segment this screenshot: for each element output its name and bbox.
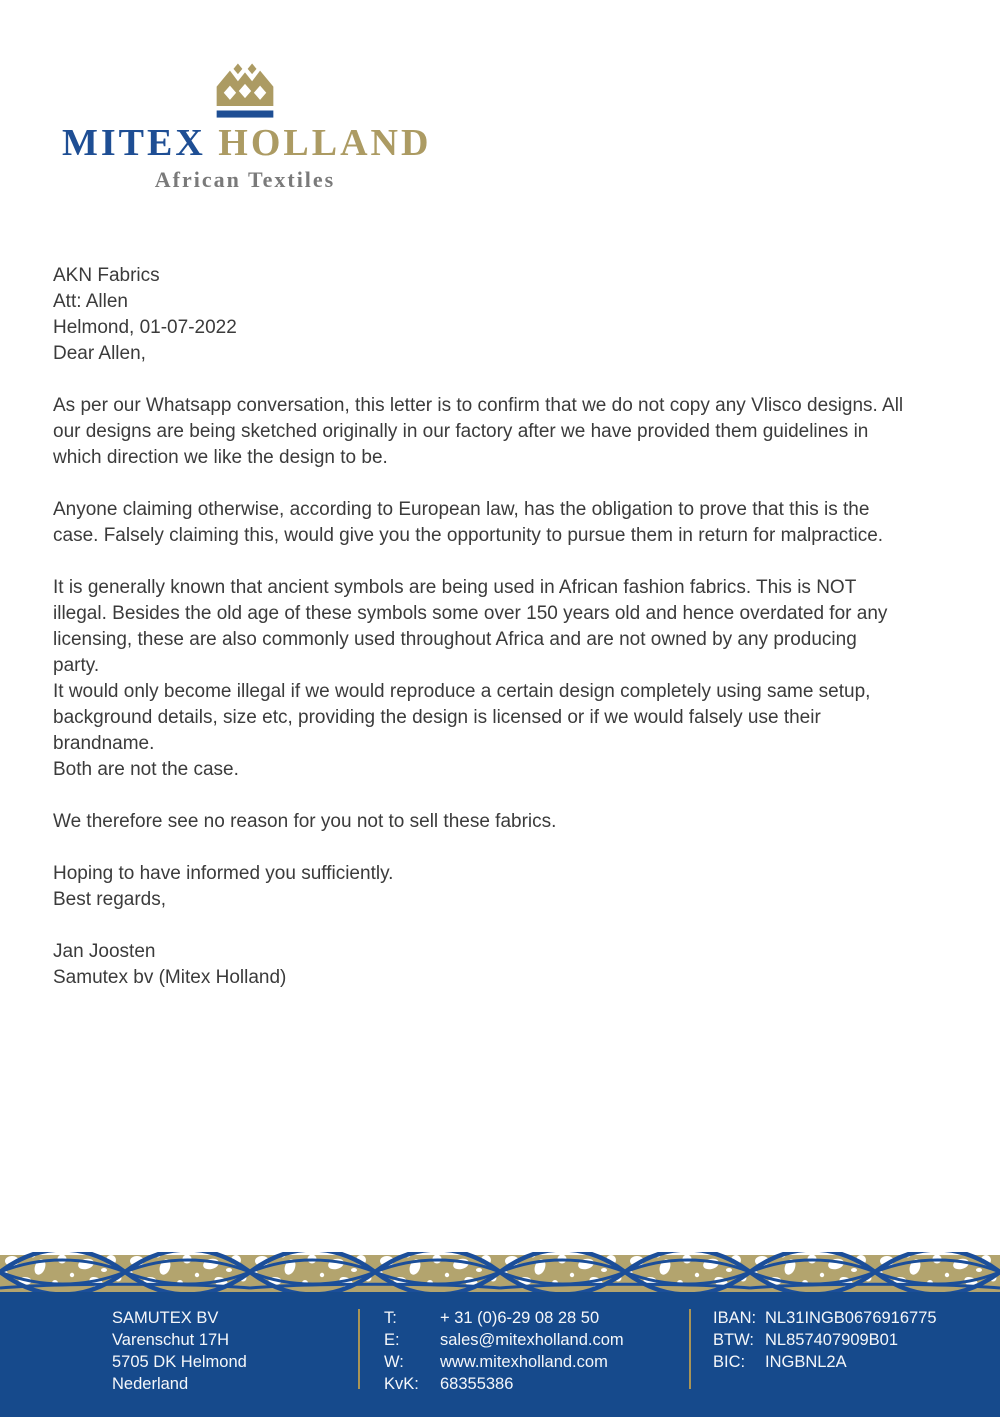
letter-body	[53, 263, 905, 991]
btw-label: BTW:	[713, 1331, 754, 1349]
iban-row	[713, 1307, 937, 1329]
email-label: E:	[384, 1331, 400, 1349]
footer-divider	[358, 1309, 360, 1389]
paragraph-text: Hoping to have informed you sufficiently.	[53, 862, 394, 884]
company-name: SAMUTEX BV	[112, 1309, 219, 1327]
signature-company: Samutex bv (Mitex Holland)	[53, 966, 287, 988]
recipient-block	[53, 263, 905, 315]
signature-block	[53, 939, 905, 991]
paragraph-2	[53, 497, 905, 549]
footer-contact	[384, 1307, 689, 1417]
website-row	[384, 1351, 689, 1373]
kvk-row	[384, 1373, 689, 1395]
paragraph-text: We therefore see no reason for you not to sell these fabrics.	[53, 810, 557, 832]
btw-row	[713, 1329, 937, 1351]
paragraph-1	[53, 393, 905, 471]
postal-city: 5705 DK Helmond	[112, 1353, 247, 1371]
phone-number: + 31 (0)6-29 08 28 50	[440, 1309, 600, 1327]
salutation: Dear Allen,	[53, 342, 146, 364]
closing: Best regards,	[53, 888, 166, 910]
brand-name	[62, 122, 432, 164]
bic-row	[713, 1351, 937, 1373]
footer-divider	[689, 1309, 691, 1389]
btw-number: NL857407909B01	[765, 1331, 899, 1349]
decorative-batik-band	[0, 1252, 1000, 1292]
bic-label: BIC:	[713, 1353, 746, 1371]
company-logo	[62, 0, 432, 193]
kvk-label: KvK:	[384, 1375, 419, 1393]
recipient-attention: Att: Allen	[53, 290, 128, 312]
footer-address	[112, 1307, 358, 1417]
paragraph-text: As per our Whatsapp conversation, this letter is to confirm that we do not copy any Vlisco designs. All our designs are being sketched originally in our factory after we have provided them guidelines in which direction we like the design to be.	[53, 394, 904, 468]
footer-bank-details	[713, 1307, 937, 1417]
paragraph-text: Anyone claiming otherwise, according to European law, has the obligation to prove that this is the case. Falsely claiming this, would give you the opportunity to pursue them in return for malpractice.	[53, 498, 884, 546]
paragraph-text: Both are not the case.	[53, 758, 239, 780]
paragraph-text: It would only become illegal if we would reproduce a certain design completely using same setup, background details, size etc, providing the design is licensed or if we would falsely use their brandname.	[53, 680, 871, 754]
footer-contact-bar	[0, 1292, 1000, 1417]
brand-name-primary: MITEX	[62, 122, 206, 164]
email-address: sales@mitexholland.com	[440, 1331, 624, 1349]
paragraph-text: It is generally known that ancient symbols are being used in African fashion fabrics. This is NOT illegal. Besides the old age of these symbols some over 150 years old and hence overdated for any licensing, these are also commonly used throughout Africa and are not owned by any producing party.	[53, 576, 888, 676]
paragraph-4	[53, 809, 905, 835]
brand-tagline: African Textiles	[154, 166, 336, 192]
phone-label: T:	[384, 1309, 397, 1327]
country: Nederland	[112, 1375, 189, 1393]
recipient-name: AKN Fabrics	[53, 264, 160, 286]
website-url: www.mitexholland.com	[440, 1353, 608, 1371]
paragraph-5	[53, 861, 905, 887]
website-label: W:	[384, 1353, 404, 1371]
street-address: Varenschut 17H	[112, 1331, 230, 1349]
page-footer	[0, 1252, 1000, 1417]
iban-label: IBAN:	[713, 1309, 757, 1327]
paragraph-3	[53, 575, 905, 783]
phone-row	[384, 1307, 689, 1329]
signature-name: Jan Joosten	[53, 940, 156, 962]
dateline: Helmond, 01-07-2022	[53, 316, 237, 338]
bic-code: INGBNL2A	[765, 1353, 847, 1371]
kvk-number: 68355386	[440, 1375, 514, 1393]
brand-name-secondary: HOLLAND	[218, 122, 432, 164]
email-row	[384, 1329, 689, 1351]
crown-icon	[199, 60, 291, 122]
iban-number: NL31INGB0676916775	[765, 1309, 937, 1327]
